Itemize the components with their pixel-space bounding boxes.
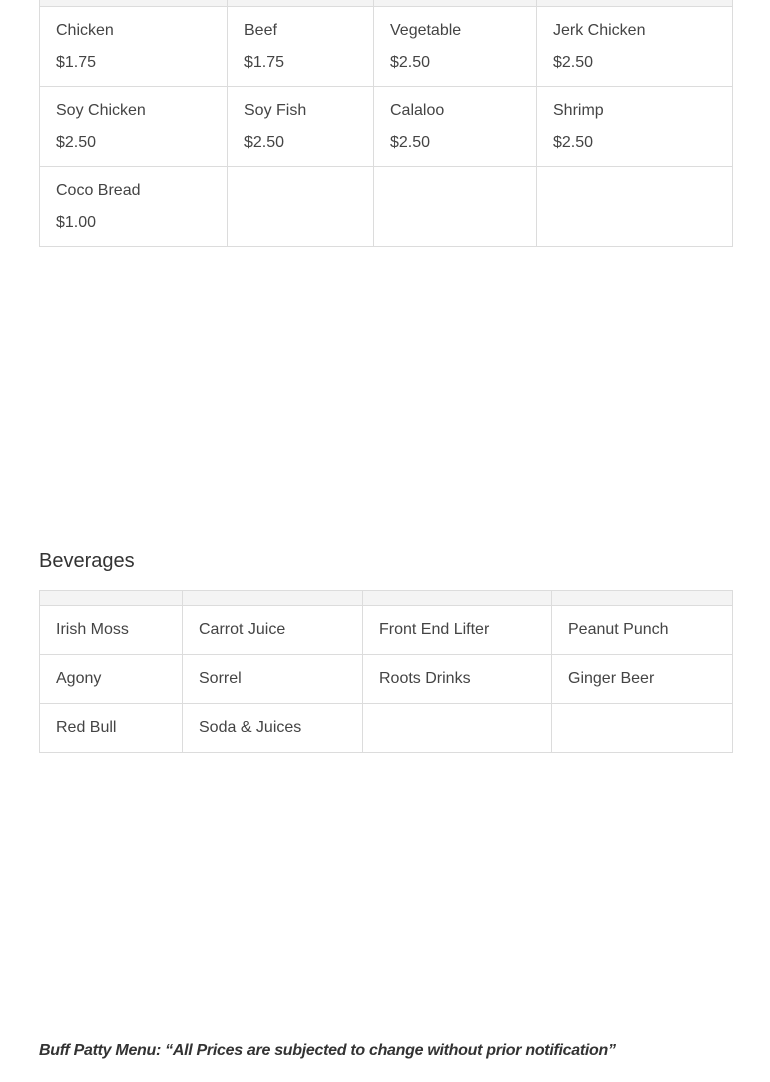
beverage-cell: Agony: [40, 655, 183, 704]
beverages-heading: Beverages: [39, 550, 135, 572]
item-price: $2.50: [390, 134, 431, 151]
empty-cell: [552, 704, 733, 753]
item-name: Soy Fish: [244, 102, 307, 119]
menu-cell: [40, 167, 228, 247]
beverage-cell: Ginger Beer: [552, 655, 733, 704]
item-price: $2.50: [56, 134, 97, 151]
menu-cell: [374, 87, 537, 167]
table-row: [40, 606, 733, 655]
item-name: Chicken: [56, 22, 114, 39]
beverage-cell: Roots Drinks: [363, 655, 552, 704]
item-name: Beef: [244, 22, 277, 39]
header-cell: [363, 591, 552, 606]
empty-cell: [228, 167, 374, 247]
table-row: [40, 167, 733, 247]
beverage-cell: Irish Moss: [40, 606, 183, 655]
item-price: $2.50: [390, 54, 431, 71]
item-name: Soy Chicken: [56, 102, 146, 119]
item-name: Calaloo: [390, 102, 445, 119]
beverage-cell: Red Bull: [40, 704, 183, 753]
item-price: $1.75: [244, 54, 285, 71]
empty-cell: [374, 167, 537, 247]
table-header-row: [40, 591, 733, 606]
beverage-cell: Carrot Juice: [183, 606, 363, 655]
item-price: $2.50: [244, 134, 285, 151]
menu-cell: [40, 87, 228, 167]
beverage-cell: Soda & Juices: [183, 704, 363, 753]
header-cell: [183, 591, 363, 606]
item-price: $2.50: [553, 134, 594, 151]
item-price: $1.00: [56, 214, 97, 231]
beverages-table: [39, 590, 733, 753]
table-row: [40, 704, 733, 753]
menu-cell: [228, 87, 374, 167]
menu-cell: [228, 7, 374, 87]
beverage-cell: Front End Lifter: [363, 606, 552, 655]
patty-menu-table: [39, 0, 733, 247]
item-price: $2.50: [553, 54, 594, 71]
menu-cell: [374, 7, 537, 87]
header-cell: [40, 591, 183, 606]
table-row: [40, 655, 733, 704]
item-name: Vegetable: [390, 22, 462, 39]
menu-cell: [537, 87, 733, 167]
beverage-cell: Sorrel: [183, 655, 363, 704]
table-row: [40, 7, 733, 87]
item-name: Shrimp: [553, 102, 604, 119]
empty-cell: [363, 704, 552, 753]
item-name: Coco Bread: [56, 182, 141, 199]
menu-cell: [537, 7, 733, 87]
header-cell: [552, 591, 733, 606]
item-name: Jerk Chicken: [553, 22, 646, 39]
price-disclaimer: Buff Patty Menu: “All Prices are subjected to change without prior notification”: [39, 1042, 616, 1059]
beverage-cell: Peanut Punch: [552, 606, 733, 655]
table-row: [40, 87, 733, 167]
item-price: $1.75: [56, 54, 97, 71]
empty-cell: [537, 167, 733, 247]
menu-cell: [40, 7, 228, 87]
